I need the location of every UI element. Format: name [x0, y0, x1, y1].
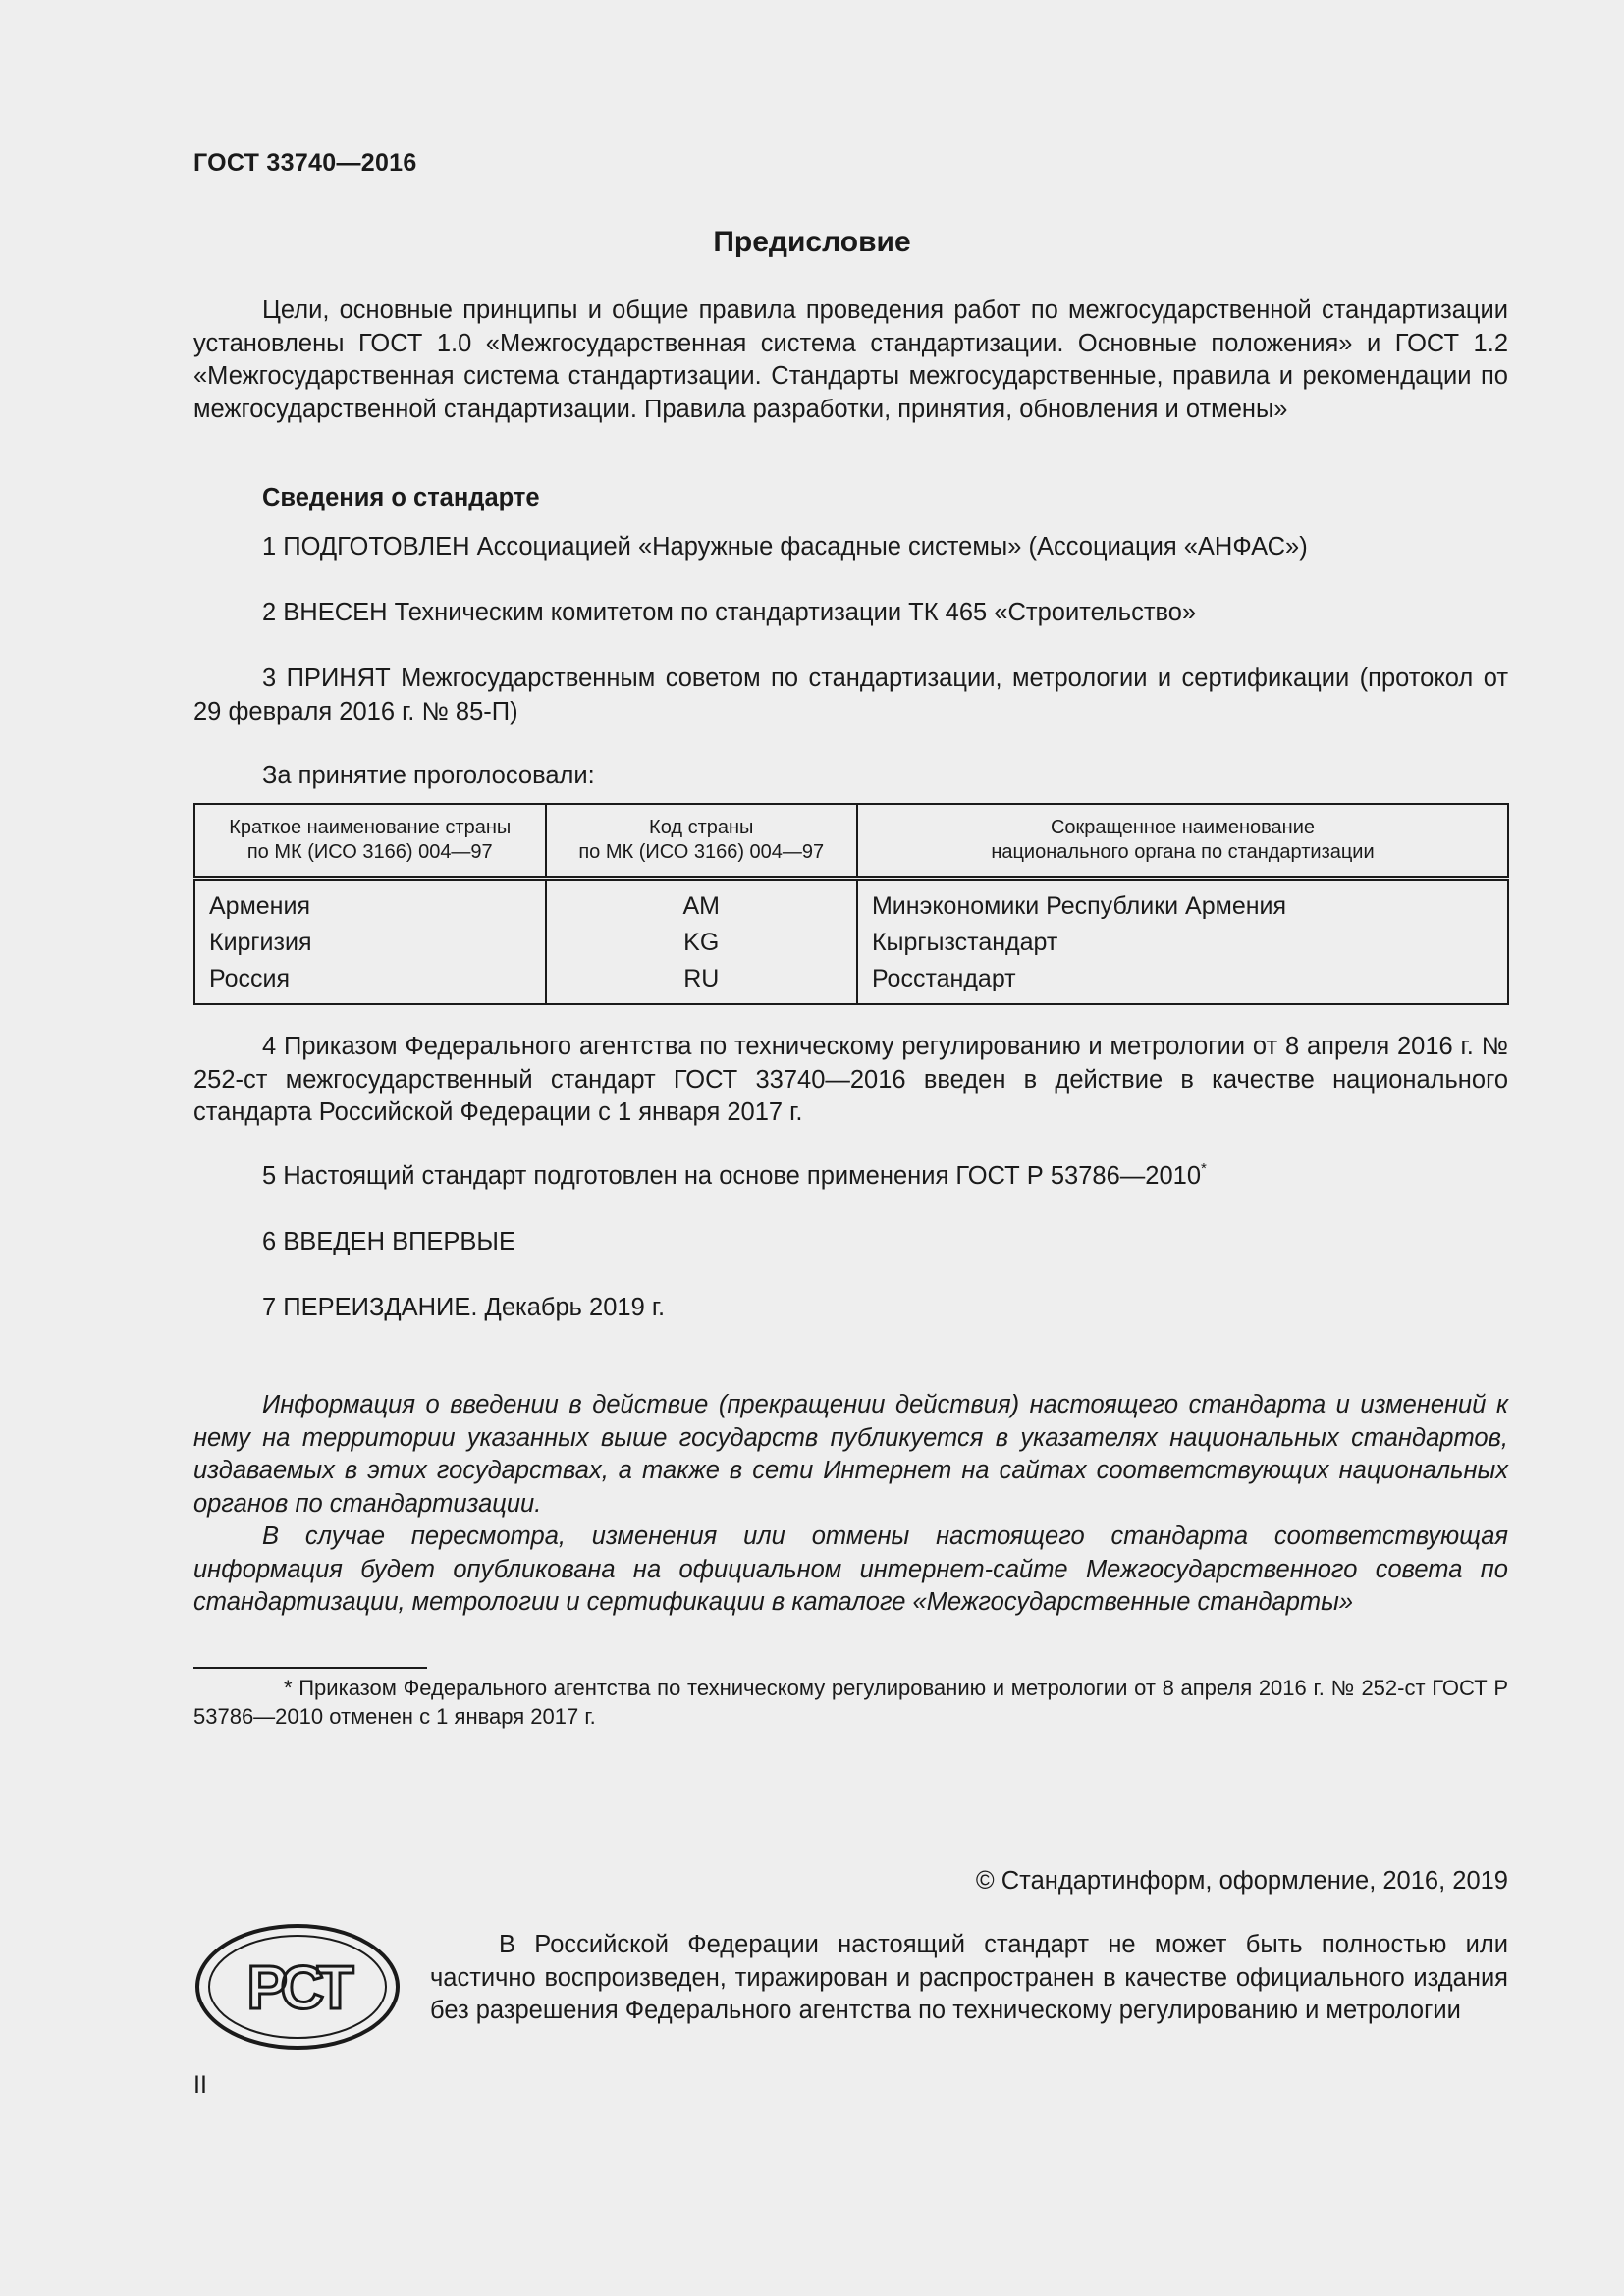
table-row [194, 925, 1508, 961]
footnote-mark: * [1201, 1160, 1207, 1177]
code-cell: RU [546, 961, 857, 1004]
body-cell: Росстандарт [857, 961, 1508, 1004]
body-cell: Кыргызстандарт [857, 925, 1508, 961]
table-header-row [194, 804, 1508, 879]
voted-label: За принятие проголосовали: [262, 762, 595, 789]
col-header-country: Краткое наименование страны по МК (ИСО 3166) 004—97 [194, 804, 546, 879]
intro-paragraph: Цели, основные принципы и общие правила проведения работ по межгосударственной стандартизации установлены ГОСТ 1.0 «Межгосударственная система стандартизации. Основные положения» и ГОСТ 1.2 «Межгосударственная система стандартизации. Стандарты межгосударственные, правила и рекомендации по межгосударственной стандартизации. Правила разработки, принятия, обновления и отмены» [193, 296, 1508, 423]
table-row [194, 879, 1508, 926]
code-cell: KG [546, 925, 857, 961]
copyright: © Стандартинформ, оформление, 2016, 2019 [975, 1867, 1508, 1895]
item-6: 6 ВВЕДЕН ВПЕРВЫЕ [262, 1228, 516, 1255]
table-row [194, 961, 1508, 1004]
page-number: II [193, 2071, 207, 2099]
voting-table [193, 803, 1509, 1005]
country-cell: Россия [209, 965, 290, 992]
body-cell: Минэкономики Республики Армения [857, 879, 1508, 926]
copyright-notice: В Российской Федерации настоящий стандарт не может быть полностью или частично воспроизведен, тиражирован и распространен в качестве официального издания без разрешения Федерального агентства по техническому регулированию и метрологии [430, 1931, 1508, 2024]
info-heading: Сведения о стандарте [262, 484, 540, 511]
item-1: 1 ПОДГОТОВЛЕН Ассоциацией «Наружные фасадные системы» (Ассоциация «АНФАС») [262, 533, 1308, 561]
code-cell: AM [546, 879, 857, 926]
standard-code: ГОСТ 33740—2016 [193, 149, 417, 177]
col-header-body: Сокращенное наименование национального органа по стандартизации [857, 804, 1508, 879]
item-5: 5 Настоящий стандарт подготовлен на основе применения ГОСТ Р 53786—2010* [262, 1160, 1207, 1190]
italic-note-1: Информация о введении в действие (прекращении действия) настоящего стандарта и изменений к нему на территории указанных выше государств публикуется в указателях национальных стандартов, издаваемых в этих государствах, а также в сети Интернет на сайтах соответствующих национальных органов по стандартизации. [193, 1391, 1508, 1518]
page-title: Предисловие [713, 226, 911, 258]
col-header-code: Код страны по МК (ИСО 3166) 004—97 [546, 804, 857, 879]
footnote-divider [193, 1667, 427, 1669]
rst-certification-mark-icon [193, 1922, 402, 2052]
item-3: 3 ПРИНЯТ Межгосударственным советом по стандартизации, метрологии и сертификации (протокол от 29 февраля 2016 г. № 85-П) [193, 665, 1508, 725]
country-cell: Армения [209, 892, 310, 920]
italic-note-2: В случае пересмотра, изменения или отмены настоящего стандарта соответствующая информация будет опубликована на официальном интернет-сайте Межгосударственного совета по стандартизации, метрологии и сертификации в каталоге «Межгосударственные стандарты» [193, 1522, 1508, 1616]
footnote: * Приказом Федерального агентства по техническому регулированию и метрологии от 8 апреля 2016 г. № 252-ст ГОСТ Р 53786—2010 отменен с 1 января 2017 г. [193, 1676, 1508, 1729]
item-4: 4 Приказом Федерального агентства по техническому регулированию и метрологии от 8 апреля 2016 г. № 252-ст межгосударственный стандарт ГОСТ 33740—2016 введен в действие в качестве национального стандарта Российской Федерации с 1 января 2017 г. [193, 1033, 1508, 1126]
country-cell: Киргизия [209, 929, 312, 956]
item-7: 7 ПЕРЕИЗДАНИЕ. Декабрь 2019 г. [262, 1294, 666, 1321]
item-2: 2 ВНЕСЕН Техническим комитетом по стандартизации ТК 465 «Строительство» [262, 599, 1197, 626]
svg-text:РСТ: РСТ [246, 1954, 349, 2022]
